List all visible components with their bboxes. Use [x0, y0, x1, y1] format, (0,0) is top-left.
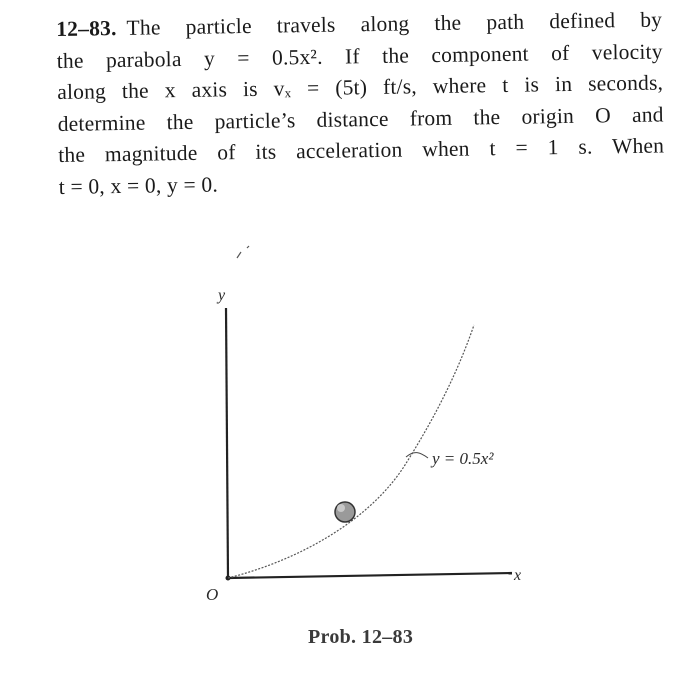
problem-line-4: determine the particle’s distance from the origin O and	[57, 101, 664, 136]
curve-label-leader	[406, 453, 428, 458]
y-axis-label: y	[218, 287, 226, 304]
problem-line-3: along the x axis is vₓ = (5t) ft/s, where t is in seconds,	[57, 70, 664, 104]
y-axis	[226, 308, 228, 578]
origin-label: O	[206, 585, 219, 604]
x-axis	[228, 573, 512, 578]
figure-caption: Prob. 12–83	[308, 626, 414, 648]
particle-highlight	[337, 504, 345, 512]
problem-line-5: the magnitude of its acceleration when t = 1 s. When	[58, 133, 665, 167]
problem-line-6: t = 0, x = 0, y = 0.	[58, 171, 219, 199]
problem-text-1: The particle travels along the path defined by	[126, 7, 663, 40]
particle	[335, 502, 355, 522]
stray-mark-2	[247, 246, 249, 248]
x-axis-label: x	[514, 567, 522, 584]
curve-label: y = 0.5x²	[432, 449, 494, 468]
stray-mark	[237, 252, 241, 258]
problem-line-2: the parabola y = 0.5x². If the component of velocity	[56, 38, 663, 73]
problem-number: 12–83.	[56, 16, 117, 41]
